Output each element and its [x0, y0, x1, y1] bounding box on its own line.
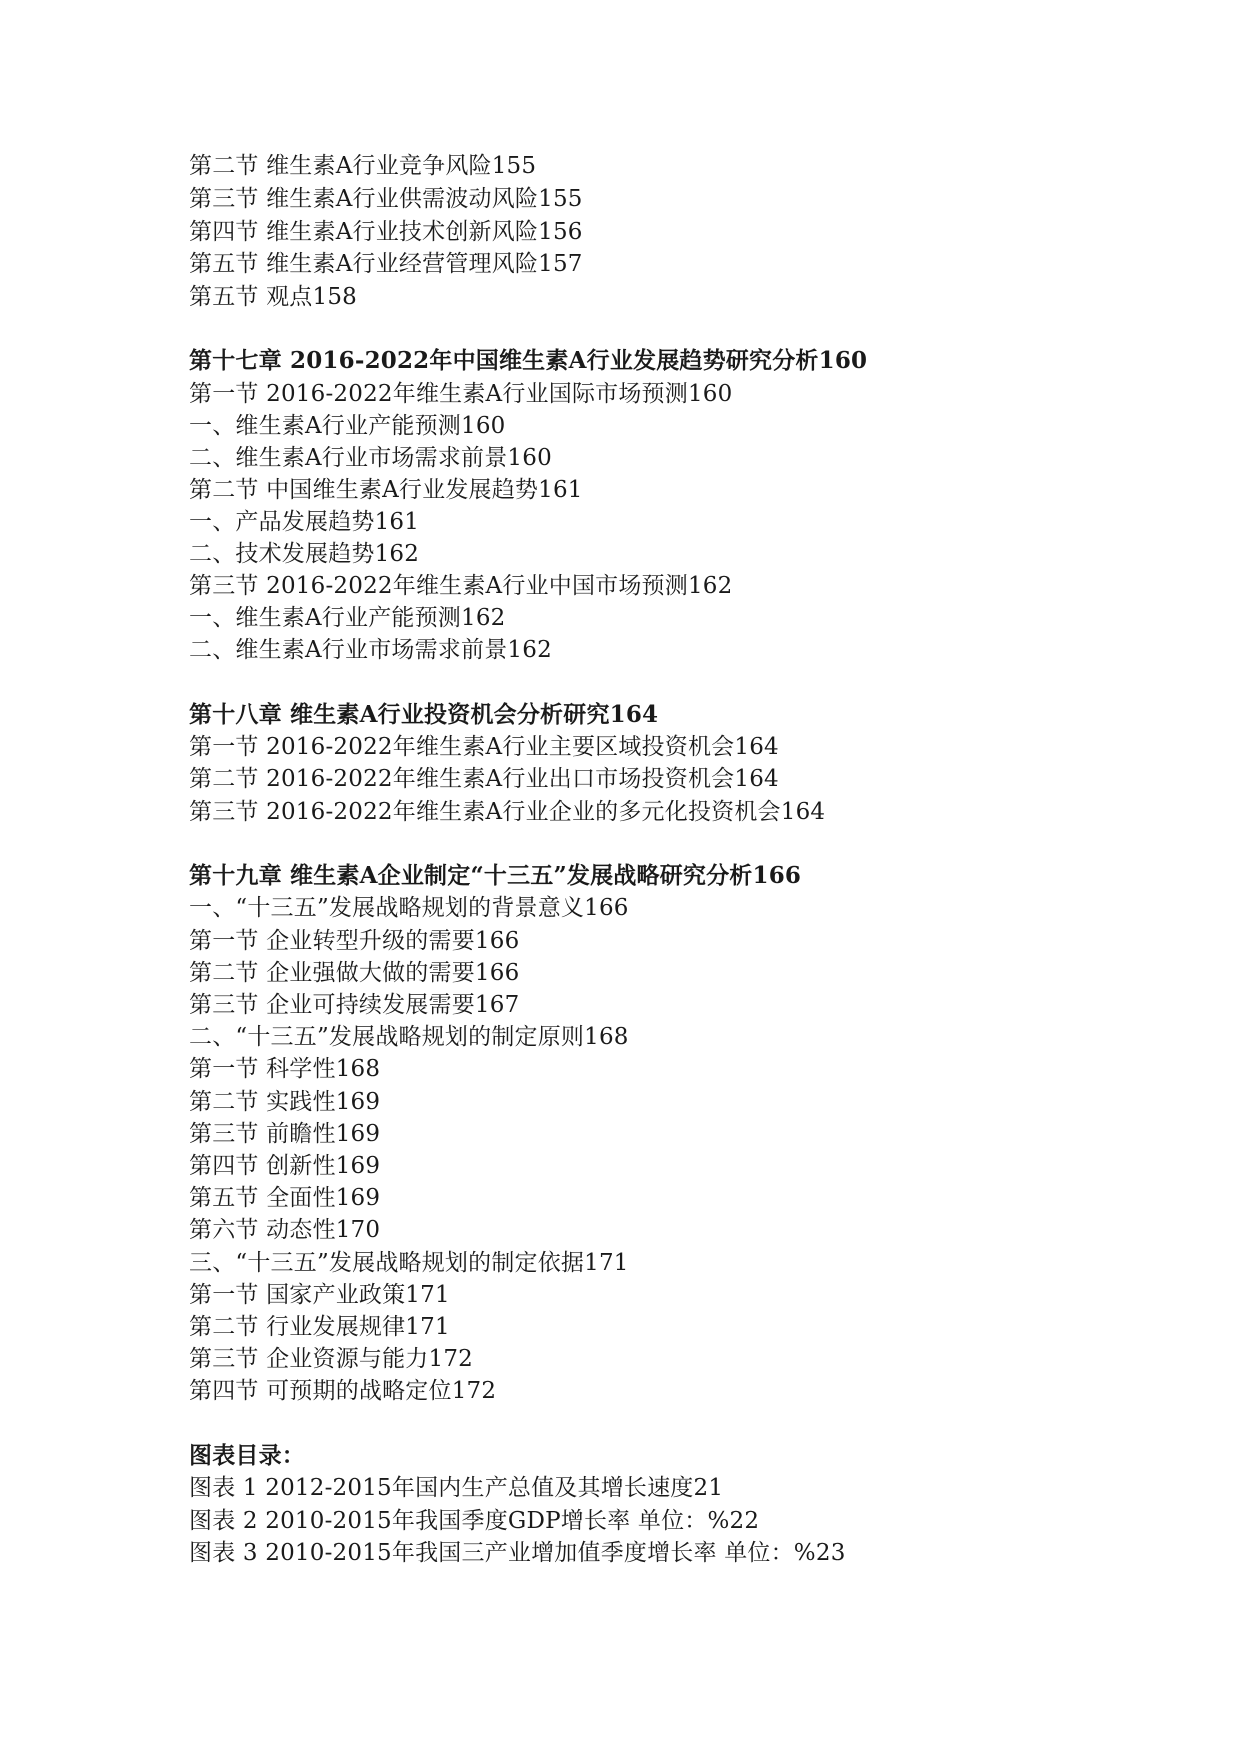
toc-entry: 第四节 维生素A行业技术创新风险156 [189, 219, 583, 245]
figures-heading: 图表目录： [189, 1442, 305, 1469]
toc-entry: 第三节 前瞻性169 [189, 1121, 381, 1147]
figure-entry: 图表 2 2010-2015年我国季度GDP增长率 单位：%22 [189, 1508, 760, 1534]
chapter-heading: 第十八章 维生素A行业投资机会分析研究164 [189, 701, 659, 728]
toc-entry: 第五节 全面性169 [189, 1185, 381, 1211]
toc-entry: 第二节 中国维生素A行业发展趋势161 [189, 477, 583, 503]
toc-entry: 一、产品发展趋势161 [189, 509, 420, 535]
toc-entry: 第一节 2016-2022年维生素A行业国际市场预测160 [189, 381, 733, 407]
toc-entry: 第三节 企业资源与能力172 [189, 1346, 474, 1372]
toc-entry: 第一节 2016-2022年维生素A行业主要区域投资机会164 [189, 734, 779, 760]
toc-entry: 第二节 实践性169 [189, 1089, 381, 1115]
toc-entry: 第二节 维生素A行业竞争风险155 [189, 153, 537, 179]
figure-entry: 图表 1 2012-2015年国内生产总值及其增长速度21 [189, 1475, 724, 1501]
toc-entry: 第二节 2016-2022年维生素A行业出口市场投资机会164 [189, 766, 779, 792]
toc-entry: 二、技术发展趋势162 [189, 541, 420, 567]
figure-entry: 图表 3 2010-2015年我国三产业增加值季度增长率 单位：%23 [189, 1540, 846, 1566]
toc-entry: 第四节 可预期的战略定位172 [189, 1378, 497, 1404]
toc-entry: 二、“十三五”发展战略规划的制定原则168 [189, 1024, 629, 1050]
chapter-heading: 第十九章 维生素A企业制定“十三五”发展战略研究分析166 [189, 862, 802, 889]
toc-entry: 第六节 动态性170 [189, 1217, 381, 1243]
toc-entry: 第五节 维生素A行业经营管理风险157 [189, 251, 583, 277]
toc-entry: 第二节 行业发展规律171 [189, 1314, 450, 1340]
toc-entry: 第三节 2016-2022年维生素A行业中国市场预测162 [189, 573, 733, 599]
chapter-heading: 第十七章 2016-2022年中国维生素A行业发展趋势研究分析160 [189, 347, 868, 374]
toc-entry: 第五节 观点158 [189, 284, 358, 310]
toc-entry: 二、维生素A行业市场需求前景162 [189, 637, 552, 663]
toc-entry: 一、维生素A行业产能预测160 [189, 413, 506, 439]
toc-entry: 第三节 企业可持续发展需要167 [189, 992, 520, 1018]
toc-entry: 三、“十三五”发展战略规划的制定依据171 [189, 1250, 629, 1276]
toc-entry: 第三节 2016-2022年维生素A行业企业的多元化投资机会164 [189, 799, 826, 825]
toc-entry: 一、“十三五”发展战略规划的背景意义166 [189, 895, 629, 921]
toc-entry: 第一节 国家产业政策171 [189, 1282, 450, 1308]
toc-entry: 第三节 维生素A行业供需波动风险155 [189, 186, 583, 212]
toc-entry: 二、维生素A行业市场需求前景160 [189, 445, 552, 471]
toc-entry: 第二节 企业强做大做的需要166 [189, 960, 520, 986]
toc-entry: 第一节 企业转型升级的需要166 [189, 928, 520, 954]
toc-entry: 一、维生素A行业产能预测162 [189, 605, 506, 631]
toc-entry: 第一节 科学性168 [189, 1056, 381, 1082]
toc-entry: 第四节 创新性169 [189, 1153, 381, 1179]
